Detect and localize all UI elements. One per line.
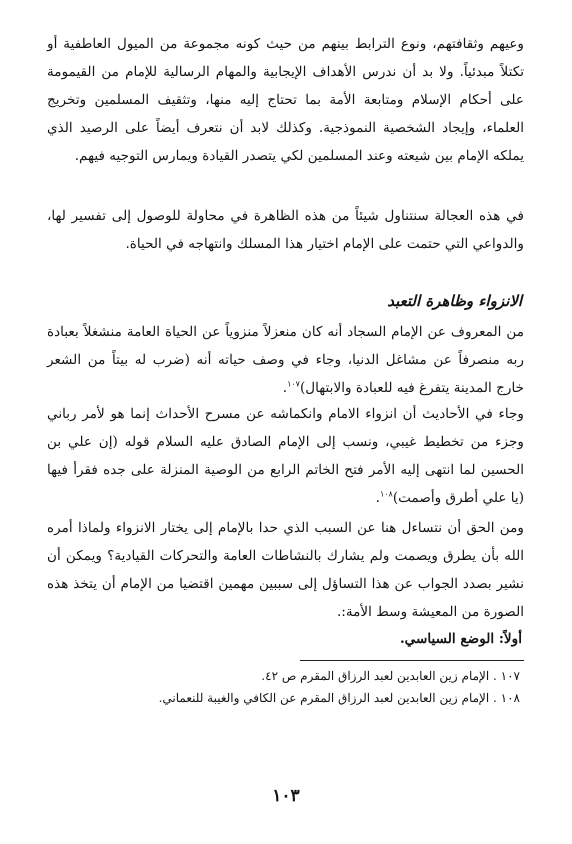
body-paragraph-1: وعيهم وثقافتهم، ونوع الترابط بينهم من حيث كونه مجموعة من الميول العاطفية أو تكتلاً مبدئياً. ولا بد أن ندرس الأهداف الإيجابية والمهام الرسالية للإمام من القيمومة على أحكام الإسلام ومتابعة الأمة بما تحتاج إليه منها، وتثقيف المسلمين وتخريج العلماء، وإيجاد الشخصية النموذجية. وكذلك لابد أن نتعرف أيضاً على الرصيد الذي يملكه الإمام بين شيعته وعند المسلمين لكي يتصدر القيادة ويمارس التوجيه فيهم. (47, 36, 524, 164)
subsection-label: أولاً: الوضع السياسي. (399, 631, 522, 647)
paragraph-3-text: من المعروف عن الإمام السجاد أنه كان منعزلاً منزوياً عن الحياة العامة منشغلاً بعبادة ربه منصرفاً عن مشاغل الدنيا، وجاء في وصف حياته أنه (ضرب له بيتاً من الشعر خارج المدينة يتفرغ فيه للعبادة والابتهال) (47, 324, 524, 396)
footnote-108: ١٠٨ . الإمام زين العابدين لعبد الرزاق المقرم عن الكافي والغيبة للنعماني. (158, 691, 520, 705)
footnote-ref-107: ١٠٧ (287, 379, 300, 389)
body-paragraph-3: من المعروف عن الإمام السجاد أنه كان منعزلاً منزوياً عن الحياة العامة منشغلاً بعبادة ربه منصرفاً عن مشاغل الدنيا، وجاء في وصف حياته أنه (ضرب له بيتاً من الشعر خارج المدينة يتفرغ فيه للعبادة والابتهال)$^{١٠٧}$. (47, 324, 524, 396)
body-paragraph-4: وجاء في الأحاديث أن انزواء الامام وانكماشه عن مسرح الأحداث إنما هو لأمر رباني وجزء من تخطيط غيبي، ونسب إلى الإمام الصادق عليه السلام قوله (إن علي بن الحسين لما انتهى إليه الأمر فتح الخاتم الرابع من الوصية المنزلة على جده فقرأ فيها (يا علي أطرق وأصمت)$^{١٠٨}$. (47, 406, 524, 506)
footnote-ref-108: ١٠٨ (379, 489, 393, 499)
body-paragraph-2: في هذه العجالة سنتناول شيئاً من هذه الظاهرة في محاولة للوصول إلى تفسير لها، والدواعي التي حتمت على الإمام اختيار هذا المسلك وانتهاجه في الحياة. (47, 208, 524, 252)
footnote-divider (300, 660, 524, 661)
section-heading: الانزواء وظاهرة التعبد (387, 292, 522, 310)
footnote-107: ١٠٧ . الإمام زين العابدين لعبد الرزاق المقرم ص ٤٢. (261, 669, 520, 683)
body-paragraph-5: ومن الحق أن نتساءل هنا عن السبب الذي حدا بالإمام إلى يختار الانزواء ولماذا أمره الله بأن يطرق ويصمت ولم يشارك بالنشاطات العامة والتحركات القيادية؟ ويمكن أن نشير بصدد الجواب عن هذا التساؤل إلى سببين مهمين اقتضيا من الإمام أن يتخذ هذه الصورة من المعيشة وسط الأمة:. (47, 520, 524, 620)
paragraph-4-text: وجاء في الأحاديث أن انزواء الامام وانكماشه عن مسرح الأحداث إنما هو لأمر رباني وجزء من تخطيط غيبي، ونسب إلى الإمام الصادق عليه السلام قوله (إن علي بن الحسين لما انتهى إليه الأمر فتح الخاتم الرابع من الوصية المنزلة على جده فقرأ فيها (يا علي أطرق وأصمت) (47, 406, 524, 506)
page-number: ١٠٣ (272, 786, 300, 806)
